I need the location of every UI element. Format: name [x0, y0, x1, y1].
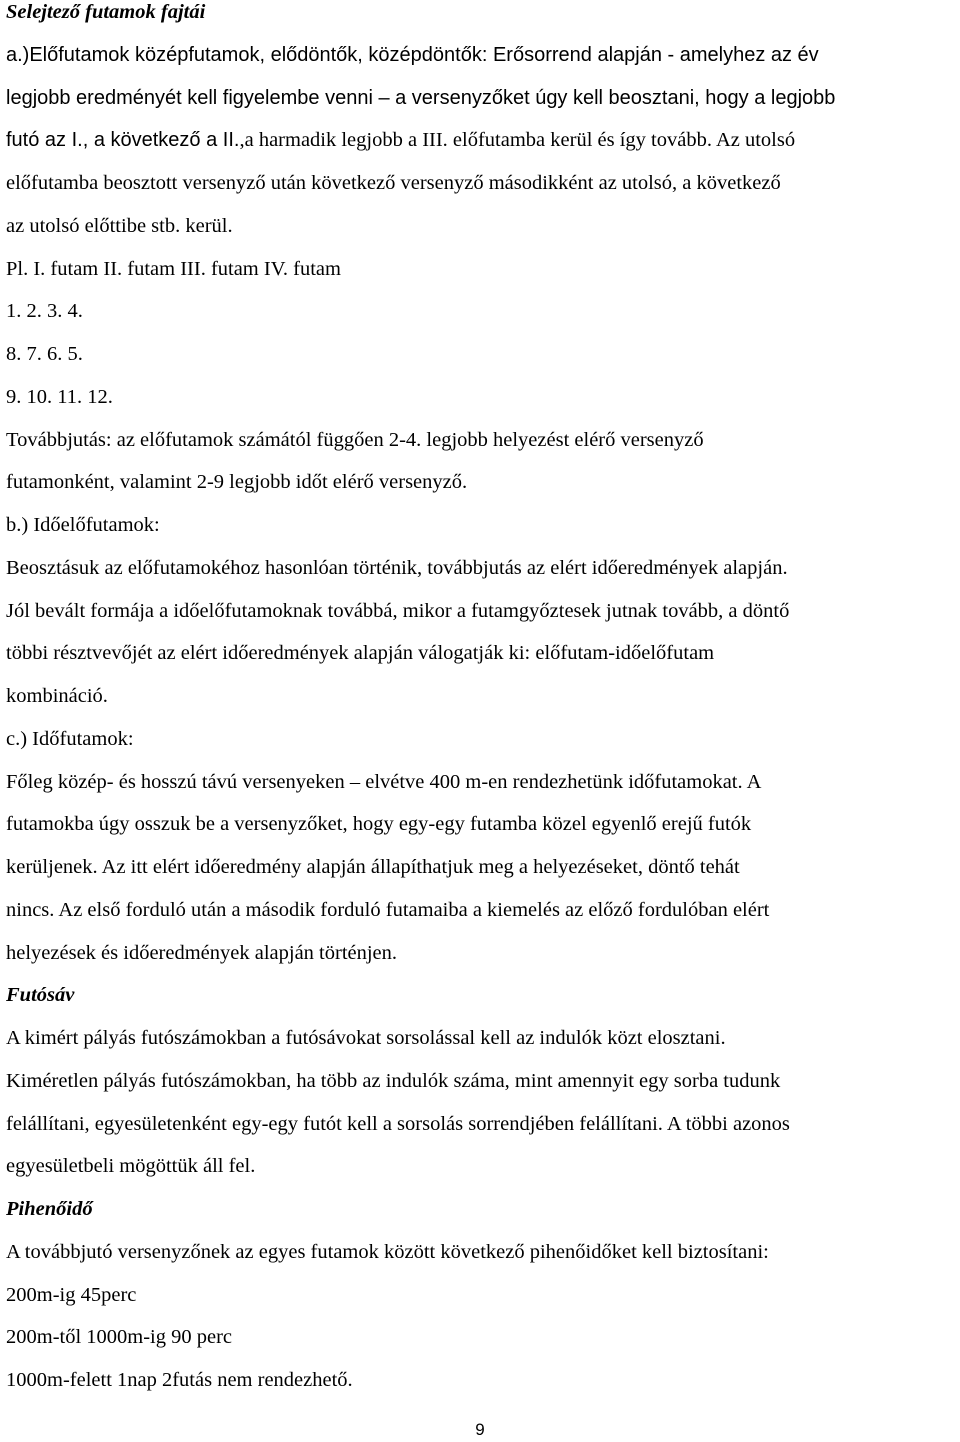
paragraph-line: 1000m-felett 1nap 2futás nem rendezhető. — [6, 1369, 353, 1391]
paragraph-line: kombináció. — [6, 685, 108, 707]
paragraph-line: futamokba úgy osszuk be a versenyzőket, hogy egy-egy futamba közel egyenlő erejű futók — [6, 813, 752, 836]
paragraph-line: kerüljenek. Az itt elért időeredmény alapján állapíthatjuk meg a helyezéseket, döntő tehát — [6, 856, 740, 878]
paragraph-line: 200m-től 1000m-ig 90 perc — [6, 1326, 233, 1349]
paragraph-line: nincs. Az első forduló után a második forduló futamaiba a kiemelés az előző fordulóban elért — [6, 898, 770, 921]
paragraph-line: 200m-ig 45perc — [6, 1283, 137, 1306]
paragraph-line: Jól bevált formája a időelőfutamoknak továbbá, mikor a futamgyőztesek jutnak tovább, a döntő — [6, 599, 790, 622]
subsection-title: b.) Időelőfutamok: — [6, 514, 160, 536]
paragraph-line: egyesületbeli mögöttük áll fel. — [6, 1155, 256, 1178]
heat-table-row: 8. 7. 6. 5. — [6, 343, 83, 365]
paragraph-line: Továbbjutás: az előfutamok számától függően 2-4. legjobb helyezést elérő versenyző — [6, 428, 704, 451]
paragraph-line: a.)Előfutamok középfutamok, elődöntők, középdöntők: Erősorrend alapján - amelyhez az év — [6, 43, 819, 66]
paragraph-line: Kiméretlen pályás futószámokban, ha több az indulók száma, mint amennyit egy sorba tudunk — [6, 1069, 781, 1092]
section-heading: Pihenőidő — [6, 1198, 93, 1220]
paragraph-line: felállítani, egyesületenként egy-egy futót kell a sorsolás sorrendjében felállítani. A többi azonos — [6, 1112, 790, 1135]
text-segment-serif: ,a harmadik legjobb a III. előfutamba kerül és így tovább. Az utolsó — [239, 129, 796, 152]
paragraph-line: Főleg közép- és hosszú távú versenyeken – elvétve 400 m-en rendezhetünk időfutamokat. A — [6, 770, 762, 793]
heat-table-row: 1. 2. 3. 4. — [6, 300, 83, 323]
document-body — [6, 0, 956, 1402]
paragraph-line: A továbbjutó versenyzőnek az egyes futamok között következő pihenőidőket kell biztosítani: — [6, 1240, 769, 1263]
page-number: 9 — [475, 1420, 485, 1439]
page-heading: Selejtező futamok fajtái — [6, 1, 206, 23]
paragraph-line: többi résztvevőjét az elért időeredmények alapján válogatják ki: előfutam-időelőfutam — [6, 642, 715, 665]
heat-table-row: 9. 10. 11. 12. — [6, 385, 113, 408]
paragraph-line: A kimért pályás futószámokban a futósávokat sorsolással kell az indulók közt elosztani. — [6, 1027, 726, 1049]
paragraph-line: az utolsó előttibe stb. kerül. — [6, 214, 233, 237]
section-heading: Futósáv — [6, 984, 75, 1007]
paragraph-line — [6, 119, 956, 162]
text-segment-sans: futó az I., a következő a II. — [6, 129, 240, 152]
subsection-title: c.) Időfutamok: — [6, 727, 134, 750]
paragraph-line: helyezések és időeredmények alapján történjen. — [6, 941, 398, 964]
heat-table-header: Pl. I. futam II. futam III. futam IV. futam — [6, 257, 341, 280]
paragraph-line: Beosztásuk az előfutamokéhoz hasonlóan történik, továbbjutás az elért időeredmények alapján. — [6, 556, 788, 579]
paragraph-line: előfutamba beosztott versenyző után következő versenyző másodikként az utolsó, a következő — [6, 172, 781, 194]
paragraph-line: futamonként, valamint 2-9 legjobb időt elérő versenyző. — [6, 471, 468, 494]
paragraph-line: legjobb eredményét kell figyelembe venni – a versenyzőket úgy kell beosztani, hogy a legjobb — [6, 86, 836, 109]
